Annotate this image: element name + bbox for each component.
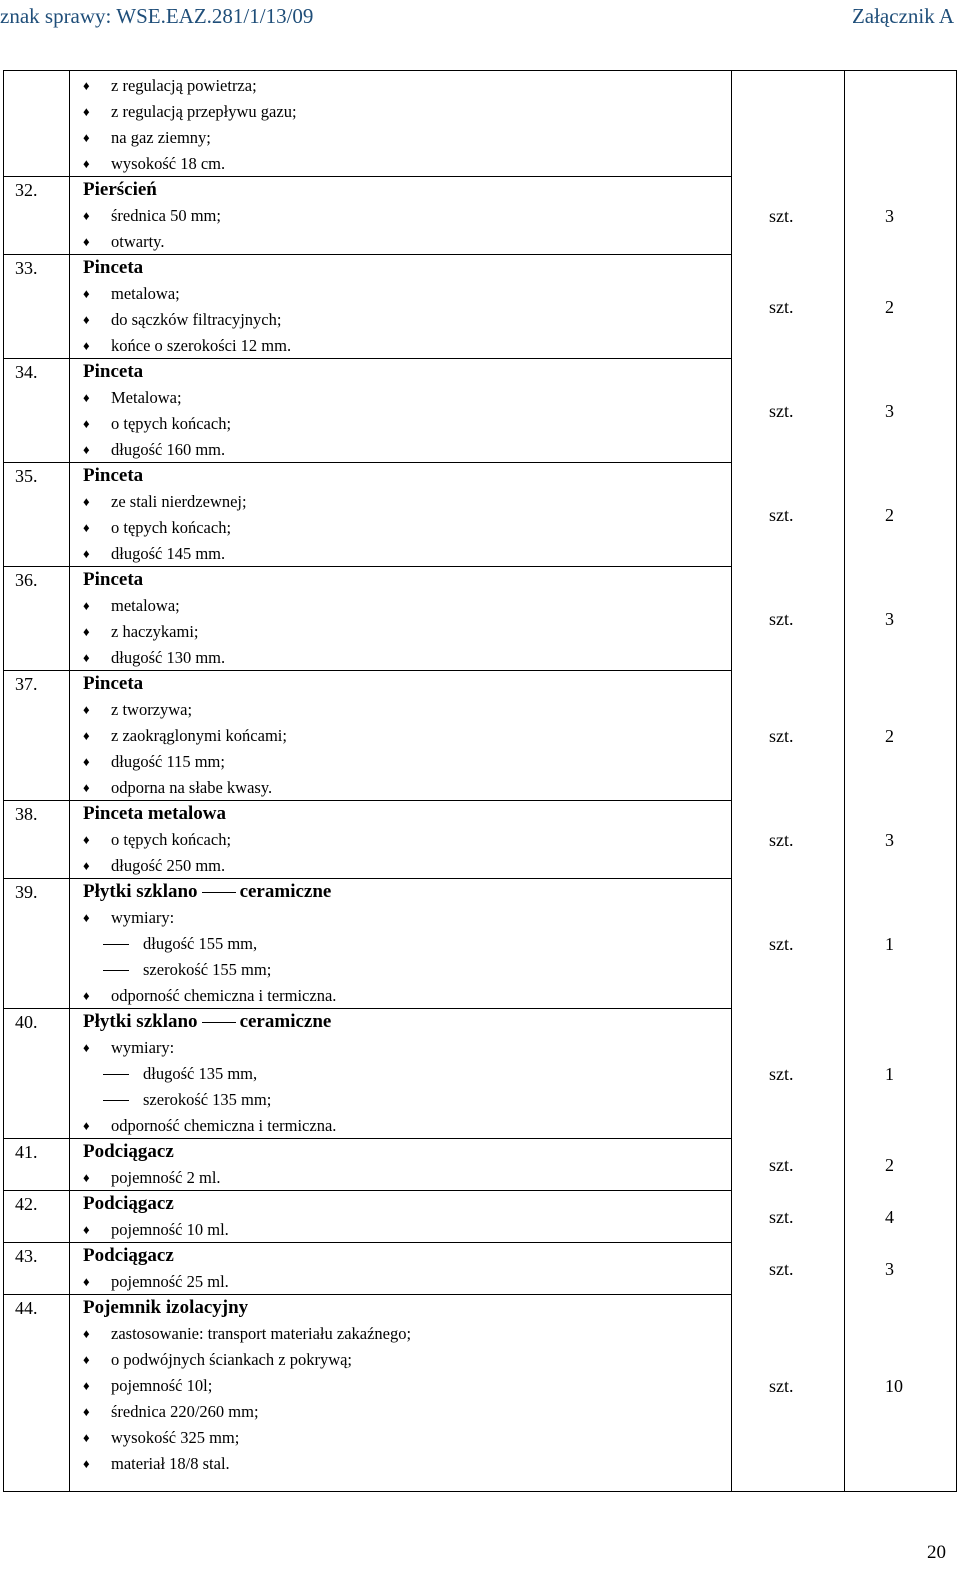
row-divider (3, 462, 731, 463)
spec-text: szerokość 155 mm; (143, 960, 272, 979)
quantity-value: 2 (885, 726, 894, 746)
item-number: 43. (15, 1246, 38, 1266)
item-number: 36. (15, 570, 38, 590)
item-title: Pinceta (83, 257, 144, 278)
diamond-bullet-icon: ♦ (83, 234, 90, 249)
spec-subline (83, 1087, 331, 1113)
spec-line (83, 1451, 248, 1477)
quantity-value: 2 (885, 1155, 894, 1175)
spec-text: pojemność 10l; (111, 1376, 213, 1395)
spec-text: o tępych końcach; (111, 414, 232, 433)
row-divider (3, 1190, 731, 1191)
item-description (83, 359, 232, 463)
item-title-part: ceramiczne (239, 881, 332, 902)
spec-line (83, 749, 225, 775)
quantity-value: 3 (885, 206, 894, 226)
spec-line (83, 489, 247, 515)
quantity-value: 3 (885, 830, 894, 850)
dash-icon (202, 892, 236, 893)
spec-line (83, 1373, 248, 1399)
row-divider (3, 1294, 731, 1295)
spec-text: długość 145 mm. (111, 544, 226, 563)
quantity-value: 1 (885, 934, 894, 954)
diamond-bullet-icon: ♦ (83, 78, 90, 93)
unit-label: szt. (769, 505, 794, 525)
unit-label: szt. (769, 297, 794, 317)
diamond-bullet-icon: ♦ (83, 1456, 90, 1471)
spec-subline (83, 1061, 331, 1087)
diamond-bullet-icon: ♦ (83, 624, 90, 639)
dash-icon (103, 970, 129, 971)
item-title: Pinceta (83, 673, 144, 694)
spec-text: o podwójnych ściankach z pokrywą; (111, 1350, 353, 1369)
spec-line (83, 1425, 248, 1451)
diamond-bullet-icon: ♦ (83, 910, 90, 925)
spec-line (83, 1269, 229, 1295)
spec-line (83, 333, 292, 359)
diamond-bullet-icon: ♦ (83, 1404, 90, 1419)
spec-text: wymiary: (111, 1038, 175, 1057)
diamond-bullet-icon: ♦ (83, 520, 90, 535)
row-divider (3, 670, 731, 671)
diamond-bullet-icon: ♦ (83, 1040, 90, 1055)
diamond-bullet-icon: ♦ (83, 390, 90, 405)
spec-subline (83, 957, 331, 983)
spec-line (83, 697, 193, 723)
item-number: 32. (15, 180, 38, 200)
item-description (83, 671, 287, 801)
table-border-left (3, 70, 4, 1492)
spec-line (83, 1399, 259, 1425)
spec-text: długość 115 mm; (111, 752, 225, 771)
spec-line (83, 853, 226, 879)
spec-line (83, 229, 165, 255)
item-title: Pinceta (83, 361, 144, 382)
item-description (83, 255, 292, 359)
diamond-bullet-icon: ♦ (83, 832, 90, 847)
quantity-value: 3 (885, 1259, 894, 1279)
row-divider (3, 1242, 731, 1243)
diamond-bullet-icon: ♦ (83, 156, 90, 171)
item-title: Podciągacz (83, 1141, 174, 1162)
spec-text: pojemność 10 ml. (111, 1220, 229, 1239)
diamond-bullet-icon: ♦ (83, 130, 90, 145)
equipment-table (3, 70, 957, 1492)
spec-text: z regulacją powietrza; (111, 76, 257, 95)
spec-text: zastosowanie: transport materiału zakaźnego; (111, 1324, 412, 1343)
diamond-bullet-icon: ♦ (83, 1430, 90, 1445)
unit-label: szt. (769, 1155, 794, 1175)
column-divider (731, 70, 732, 1492)
item-number: 40. (15, 1012, 38, 1032)
spec-line (83, 983, 337, 1009)
quantity-value: 1 (885, 1064, 894, 1084)
spec-text: średnica 50 mm; (111, 206, 221, 225)
unit-label: szt. (769, 934, 794, 954)
item-title: Podciągacz (83, 1193, 174, 1214)
diamond-bullet-icon: ♦ (83, 416, 90, 431)
spec-line (83, 619, 199, 645)
spec-line (83, 281, 180, 307)
spec-text: do sączków filtracyjnych; (111, 310, 282, 329)
item-title: Pinceta (83, 569, 144, 590)
spec-text: wysokość 18 cm. (111, 154, 226, 173)
unit-label: szt. (769, 1064, 794, 1084)
item-number: 33. (15, 258, 38, 278)
row-divider (3, 1138, 731, 1139)
item-title (83, 1009, 331, 1035)
row-divider (3, 800, 731, 801)
row-divider (3, 358, 731, 359)
spec-text: z haczykami; (111, 622, 199, 641)
row-divider (3, 878, 731, 879)
spec-text: odporność chemiczna i termiczna. (111, 1116, 337, 1135)
quantity-value: 2 (885, 505, 894, 525)
spec-line (83, 1347, 353, 1373)
item-number: 37. (15, 674, 38, 694)
diamond-bullet-icon: ♦ (83, 702, 90, 717)
diamond-bullet-icon: ♦ (83, 546, 90, 561)
spec-text: długość 160 mm. (111, 440, 226, 459)
column-divider (69, 70, 70, 1492)
spec-line (83, 1217, 229, 1243)
diamond-bullet-icon: ♦ (83, 442, 90, 457)
item-number: 44. (15, 1298, 38, 1318)
quantity-value: 3 (885, 609, 894, 629)
diamond-bullet-icon: ♦ (83, 286, 90, 301)
spec-line (83, 541, 226, 567)
spec-line (83, 905, 331, 931)
diamond-bullet-icon: ♦ (83, 1378, 90, 1393)
unit-label: szt. (769, 830, 794, 850)
diamond-bullet-icon: ♦ (83, 494, 90, 509)
spec-line (83, 827, 232, 853)
item-description (83, 879, 337, 1009)
item-title: Pojemnik izolacyjny (83, 1297, 249, 1318)
unit-label: szt. (769, 1376, 794, 1396)
dash-icon (103, 1100, 129, 1101)
spec-text: metalowa; (111, 596, 180, 615)
spec-text: końce o szerokości 12 mm. (111, 336, 292, 355)
case-number: znak sprawy: WSE.EAZ.281/1/13/09 (0, 4, 314, 28)
spec-line (83, 775, 273, 801)
diamond-bullet-icon: ♦ (83, 1118, 90, 1133)
item-number: 34. (15, 362, 38, 382)
diamond-bullet-icon: ♦ (83, 728, 90, 743)
spec-text: Metalowa; (111, 388, 182, 407)
spec-text: z tworzywa; (111, 700, 193, 719)
item-number: 42. (15, 1194, 38, 1214)
item-number: 35. (15, 466, 38, 486)
column-divider (844, 70, 845, 1492)
spec-line (83, 645, 226, 671)
spec-text: długość 130 mm. (111, 648, 226, 667)
quantity-value: 10 (885, 1376, 903, 1396)
item-description (83, 1191, 229, 1243)
unit-label: szt. (769, 401, 794, 421)
diamond-bullet-icon: ♦ (83, 1170, 90, 1185)
diamond-bullet-icon: ♦ (83, 338, 90, 353)
unit-label: szt. (769, 1207, 794, 1227)
spec-text: z zaokrąglonymi końcami; (111, 726, 287, 745)
diamond-bullet-icon: ♦ (83, 1222, 90, 1237)
page-header (0, 0, 960, 30)
spec-text: odporna na słabe kwasy. (111, 778, 273, 797)
item-description (83, 1295, 412, 1477)
row-divider (3, 566, 731, 567)
unit-label: szt. (769, 609, 794, 629)
item-number: 39. (15, 882, 38, 902)
item-description (83, 1009, 337, 1139)
item-number: 41. (15, 1142, 38, 1162)
diamond-bullet-icon: ♦ (83, 858, 90, 873)
item-title-part: Płytki szklano (83, 1011, 198, 1032)
item-title: Pinceta (83, 465, 144, 486)
diamond-bullet-icon: ♦ (83, 598, 90, 613)
spec-line (83, 1035, 331, 1061)
item-description (83, 177, 221, 255)
spec-text: wysokość 325 mm; (111, 1428, 240, 1447)
table-border-bottom (3, 1491, 957, 1492)
spec-line (83, 515, 232, 541)
spec-line (83, 411, 232, 437)
spec-text: pojemność 25 ml. (111, 1272, 229, 1291)
spec-text: długość 250 mm. (111, 856, 226, 875)
spec-text: pojemność 2 ml. (111, 1168, 221, 1187)
row-divider (3, 176, 731, 177)
item-title: Podciągacz (83, 1245, 174, 1266)
spec-text: odporność chemiczna i termiczna. (111, 986, 337, 1005)
item-number: 38. (15, 804, 38, 824)
spec-line (83, 1113, 337, 1139)
spec-line (83, 385, 182, 411)
diamond-bullet-icon: ♦ (83, 780, 90, 795)
dash-icon (202, 1022, 236, 1023)
diamond-bullet-icon: ♦ (83, 104, 90, 119)
spec-text: wymiary: (111, 908, 175, 927)
dash-icon (103, 1074, 129, 1075)
diamond-bullet-icon: ♦ (83, 754, 90, 769)
item-description (83, 1139, 221, 1191)
spec-text: o tępych końcach; (111, 518, 232, 537)
item-title: Pierścień (83, 179, 157, 200)
spec-line (83, 203, 221, 229)
item-title: Pinceta metalowa (83, 803, 226, 824)
spec-text: na gaz ziemny; (111, 128, 211, 147)
attachment-label: Załącznik A (851, 4, 954, 28)
diamond-bullet-icon: ♦ (83, 1326, 90, 1341)
spec-line (83, 437, 226, 463)
diamond-bullet-icon: ♦ (83, 1352, 90, 1367)
row-divider (3, 254, 731, 255)
table-border-right (956, 70, 957, 1492)
spec-text: metalowa; (111, 284, 180, 303)
item-description (83, 567, 226, 671)
dash-icon (103, 944, 129, 945)
unit-label: szt. (769, 726, 794, 746)
item-title-part: Płytki szklano (83, 881, 198, 902)
item-title (83, 879, 331, 905)
spec-text: długość 135 mm, (143, 1064, 258, 1083)
spec-text: otwarty. (111, 232, 165, 251)
spec-line (83, 1165, 221, 1191)
item-description (83, 463, 247, 567)
unit-label: szt. (769, 206, 794, 226)
item-description (83, 1243, 229, 1295)
spec-line (83, 593, 180, 619)
spec-text: szerokość 135 mm; (143, 1090, 272, 1109)
item-description (83, 801, 232, 879)
spec-text: długość 155 mm, (143, 934, 258, 953)
spec-line (83, 1321, 412, 1347)
diamond-bullet-icon: ♦ (83, 1274, 90, 1289)
diamond-bullet-icon: ♦ (83, 208, 90, 223)
quantity-value: 4 (885, 1207, 894, 1227)
quantity-value: 2 (885, 297, 894, 317)
page-number: 20 (927, 1542, 946, 1563)
diamond-bullet-icon: ♦ (83, 988, 90, 1003)
spec-line (83, 723, 287, 749)
spec-text: o tępych końcach; (111, 830, 232, 849)
item-title-part: ceramiczne (239, 1011, 332, 1032)
spec-text: materiał 18/8 stal. (111, 1454, 230, 1473)
unit-label: szt. (769, 1259, 794, 1279)
diamond-bullet-icon: ♦ (83, 650, 90, 665)
row-divider (3, 1008, 731, 1009)
diamond-bullet-icon: ♦ (83, 312, 90, 327)
spec-text: ze stali nierdzewnej; (111, 492, 247, 511)
spec-text: z regulacją przepływu gazu; (111, 102, 297, 121)
spec-subline (83, 931, 331, 957)
spec-text: średnica 220/260 mm; (111, 1402, 259, 1421)
quantity-value: 3 (885, 401, 894, 421)
spec-line (83, 307, 282, 333)
table-border-top (3, 70, 957, 71)
